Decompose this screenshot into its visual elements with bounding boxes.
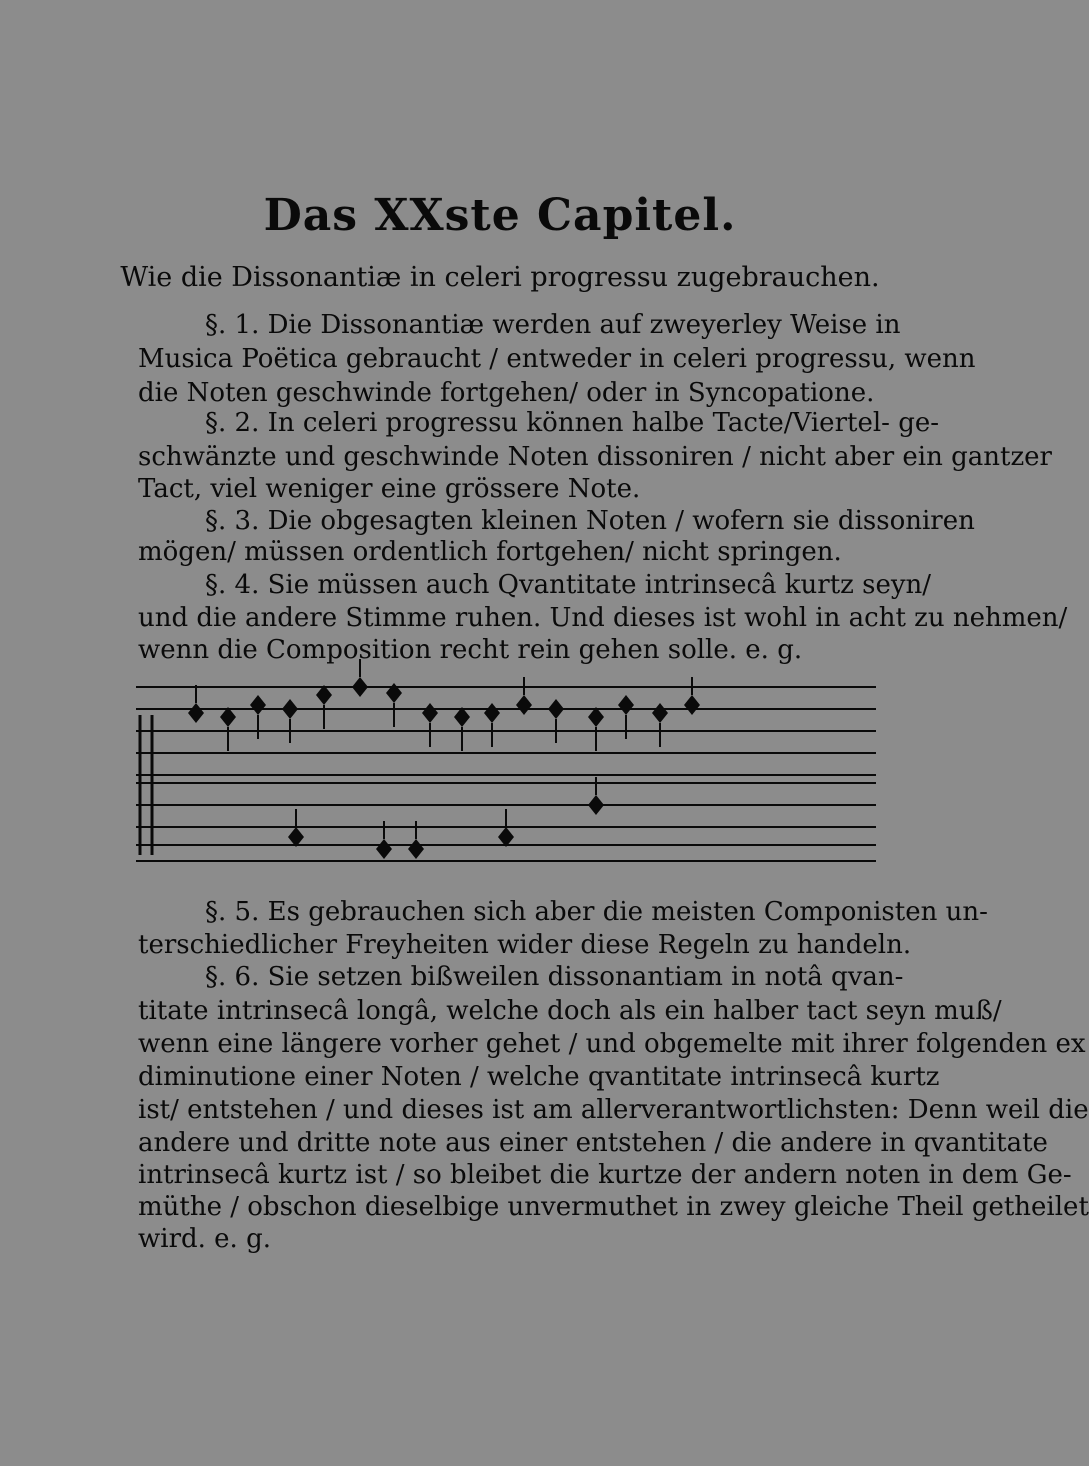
note-head xyxy=(618,695,634,715)
text-line: §. 4. Sie müssen auch Qvantitate intrinsecâ kurtz seyn/ xyxy=(205,570,932,600)
text-line: und die andere Stimme ruhen. Und dieses ist wohl in acht zu nehmen/ xyxy=(138,603,1068,633)
text-line: die Noten geschwinde fortgehen/ oder in Syncopatione. xyxy=(138,378,875,408)
text-line: terschiedlicher Freyheiten wider diese Regeln zu handeln. xyxy=(138,930,912,960)
note-head xyxy=(548,699,564,719)
text-line: schwänzte und geschwinde Noten dissoniren / nicht aber ein gantzer xyxy=(138,442,1052,472)
text-line: §. 5. Es gebrauchen sich aber die meisten Componisten un- xyxy=(205,897,988,927)
note-head xyxy=(516,695,532,715)
text-line: mögen/ müssen ordentlich fortgehen/ nicht springen. xyxy=(138,537,842,567)
note-head xyxy=(188,703,204,723)
note-head xyxy=(376,839,392,859)
text-line: Tact, viel weniger eine grössere Note. xyxy=(138,474,641,504)
upper-staff-notes xyxy=(188,659,700,751)
note-head xyxy=(588,795,604,815)
text-line: §. 1. Die Dissonantiæ werden auf zweyerley Weise in xyxy=(205,310,901,340)
text-line: §. 3. Die obgesagten kleinen Noten / wofern sie dissoniren xyxy=(205,506,975,536)
note-head xyxy=(652,703,668,723)
text-line: titate intrinsecâ longâ, welche doch als ein halber tact seyn muß/ xyxy=(138,996,1002,1026)
note-head xyxy=(484,703,500,723)
note-head xyxy=(422,703,438,723)
note-head xyxy=(408,839,424,859)
chapter-title: Das XXste Capitel. xyxy=(263,190,737,241)
text-line: ist/ entstehen / und dieses ist am allerverantwortlichsten: Denn weil die xyxy=(138,1095,1089,1125)
text-line: intrinsecâ kurtz ist / so bleibet die kurtze der andern noten in dem Ge- xyxy=(138,1160,1072,1190)
text-line: diminutione einer Noten / welche qvantitate intrinsecâ kurtz xyxy=(138,1062,940,1092)
text-line: wenn eine längere vorher gehet / und obgemelte mit ihrer folgenden ex xyxy=(138,1029,1086,1059)
clef-bracket xyxy=(140,715,152,855)
note-head xyxy=(352,677,368,697)
text-line: §. 2. In celeri progressu können halbe Tacte/Viertel- ge- xyxy=(205,408,940,438)
upper-staff xyxy=(136,687,876,775)
text-line: andere und dritte note aus einer entstehen / die andere in qvantitate xyxy=(138,1128,1048,1158)
text-line: Musica Poëtica gebraucht / entweder in celeri progressu, wenn xyxy=(138,344,976,374)
note-head xyxy=(282,699,298,719)
text-line: müthe / obschon dieselbige unvermuthet in zwey gleiche Theil getheilet xyxy=(138,1192,1089,1222)
note-head xyxy=(250,695,266,715)
music-example xyxy=(126,665,886,875)
chapter-subtitle: Wie die Dissonantiæ in celeri progressu zugebrauchen. xyxy=(120,262,880,293)
lower-staff-notes xyxy=(288,777,604,859)
text-line: wird. e. g. xyxy=(138,1224,271,1254)
text-line: wenn die Composition recht rein gehen solle. e. g. xyxy=(138,635,803,665)
note-head xyxy=(684,695,700,715)
text-line: §. 6. Sie setzen bißweilen dissonantiam in notâ qvan- xyxy=(205,962,904,992)
